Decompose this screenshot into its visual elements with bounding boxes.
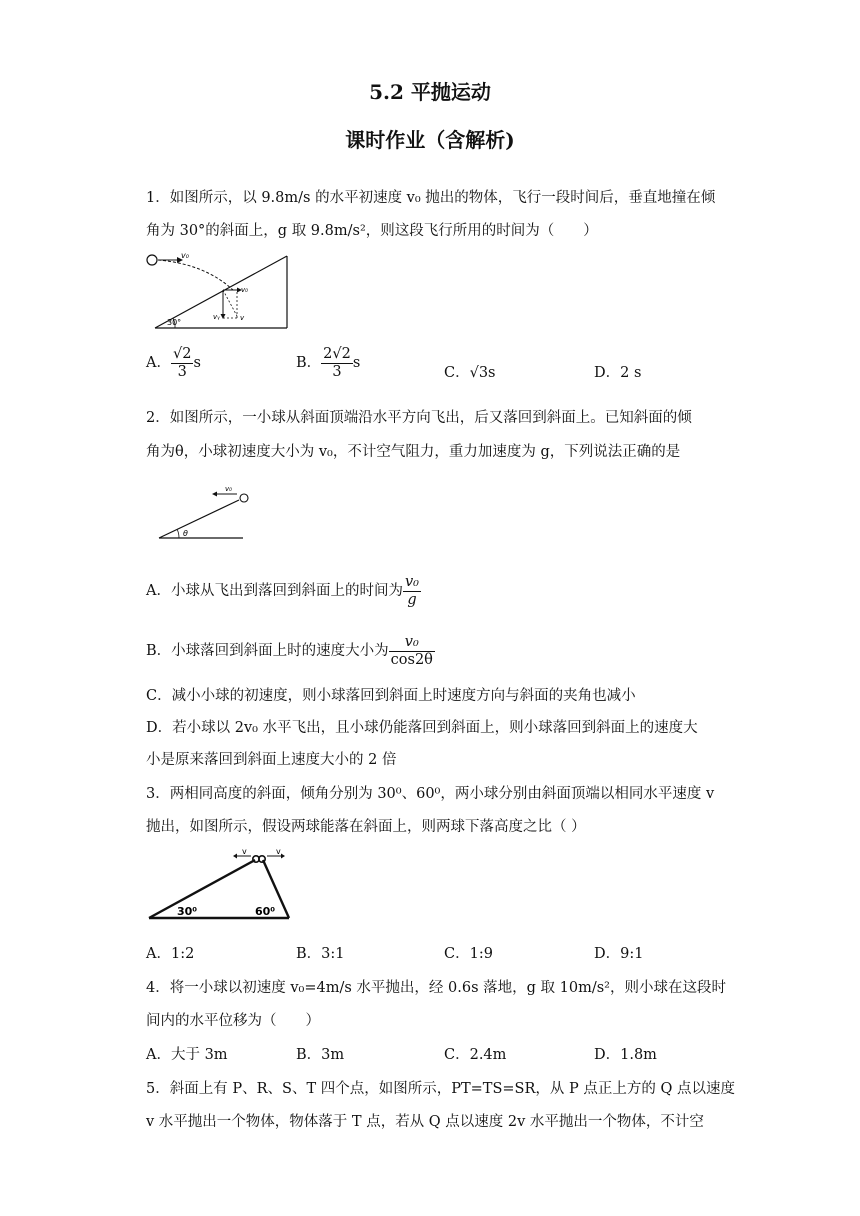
q3-option-a[interactable]: A．1:2 xyxy=(146,946,195,962)
q1-option-b-denominator: 3 xyxy=(332,363,342,380)
q2-option-a-denominator: g xyxy=(407,591,417,608)
q4-option-b[interactable]: B．3m xyxy=(296,1047,345,1063)
document-title: 5.2 平抛运动 xyxy=(369,80,491,104)
q3-figure xyxy=(145,848,295,924)
q2-option-d-line1[interactable]: D．若小球以 2v₀ 水平飞出，且小球仍能落回到斜面上，则小球落回到斜面上的速度大 xyxy=(146,720,698,736)
q4-option-a[interactable]: A．大于 3m xyxy=(146,1047,228,1063)
q1-option-b-numerator: 2√2 xyxy=(323,346,351,362)
q3-text-line2: 抛出，如图所示，假设两球能落在斜面上，则两球下落高度之比（ ） xyxy=(146,819,586,835)
q5-text-line2: v 水平抛出一个物体，物体落于 T 点，若从 Q 点以速度 2v 水平抛出一个物体，不计空 xyxy=(146,1114,704,1130)
q2-option-b-denominator: cos2θ xyxy=(390,651,433,668)
q3-option-b[interactable]: B．3:1 xyxy=(296,946,345,962)
q1-option-b-unit: s xyxy=(352,355,361,372)
q2-option-b[interactable] xyxy=(146,634,435,668)
q1-fig-v0-label: v₀ xyxy=(181,252,189,260)
q2-text-line2: 角为θ，小球初速度大小为 v₀，不计空气阻力，重力加速度为 g，下列说法正确的是 xyxy=(146,444,681,460)
q1-option-a-numerator: √2 xyxy=(172,346,192,362)
q4-option-c[interactable]: C．2.4m xyxy=(444,1047,507,1063)
q1-option-b[interactable] xyxy=(296,346,360,380)
q1-option-a-label: A． xyxy=(146,355,171,372)
q2-text-line1: 2．如图所示，一小球从斜面顶端沿水平方向飞出，后又落回到斜面上。已知斜面的倾 xyxy=(146,410,692,426)
q1-fig-vx-label: v₀ xyxy=(241,286,248,294)
q3-text-line1: 3．两相同高度的斜面，倾角分别为 30⁰、60⁰，两小球分别由斜面顶端以相同水平速度 v xyxy=(146,786,715,802)
q1-option-c[interactable]: C．√3s xyxy=(444,365,496,381)
q3-fig-v-right-label: v xyxy=(276,848,281,856)
q1-option-b-label: B． xyxy=(296,355,322,372)
q2-option-c[interactable]: C．减小小球的初速度，则小球落回到斜面上时速度方向与斜面的夹角也减小 xyxy=(146,688,636,704)
q1-text-line1: 1．如图所示，以 9.8m/s 的水平初速度 v₀ 抛出的物体，飞行一段时间后，垂直地撞在倾 xyxy=(146,190,716,206)
q1-option-d[interactable]: D．2 s xyxy=(594,365,642,381)
q5-text-line1: 5．斜面上有 P、R、S、T 四个点，如图所示，PT=TS=SR，从 P 点正上方的 Q 点以速度 xyxy=(146,1081,735,1097)
q2-fig-angle-label: θ xyxy=(183,529,188,538)
q3-option-d[interactable]: D．9:1 xyxy=(594,946,644,962)
document-subtitle: 课时作业（含解析) xyxy=(345,128,515,152)
q2-figure xyxy=(155,480,255,544)
q2-option-d-line2: 小是原来落回到斜面上速度大小的 2 倍 xyxy=(146,752,397,768)
q3-fig-angle1-label: 30⁰ xyxy=(177,905,198,918)
q1-fig-vy-label: vᵧ xyxy=(213,313,220,321)
q1-option-a-unit: s xyxy=(193,355,201,372)
q3-fig-v-left-label: v xyxy=(242,848,247,856)
q2-fig-v0-label: v₀ xyxy=(225,485,232,493)
q1-figure xyxy=(145,252,295,332)
q3-fig-angle2-label: 60⁰ xyxy=(255,905,276,918)
q1-fig-v-label: v xyxy=(240,314,245,322)
q1-text-line2: 角为 30°的斜面上，g 取 9.8m/s²，则这段飞行所用的时间为（ ） xyxy=(146,223,598,239)
q4-text-line2: 间内的水平位移为（ ） xyxy=(146,1013,320,1029)
q2-option-a-text: A．小球从飞出到落回到斜面上的时间为 xyxy=(146,583,403,600)
q1-option-a[interactable] xyxy=(146,346,201,380)
q2-option-a-numerator: v₀ xyxy=(404,574,419,590)
q4-option-d[interactable]: D．1.8m xyxy=(594,1047,657,1063)
q1-fig-angle-label: 30° xyxy=(167,318,182,327)
q2-option-a[interactable] xyxy=(146,574,421,608)
q1-option-a-denominator: 3 xyxy=(177,363,187,380)
q3-option-c[interactable]: C．1:9 xyxy=(444,946,493,962)
q2-option-b-text: B．小球落回到斜面上时的速度大小为 xyxy=(146,643,389,660)
q4-text-line1: 4．将一小球以初速度 v₀=4m/s 水平抛出，经 0.6s 落地，g 取 10m/s²，则小球在这段时 xyxy=(146,980,726,996)
q2-option-b-numerator: v₀ xyxy=(389,634,435,652)
